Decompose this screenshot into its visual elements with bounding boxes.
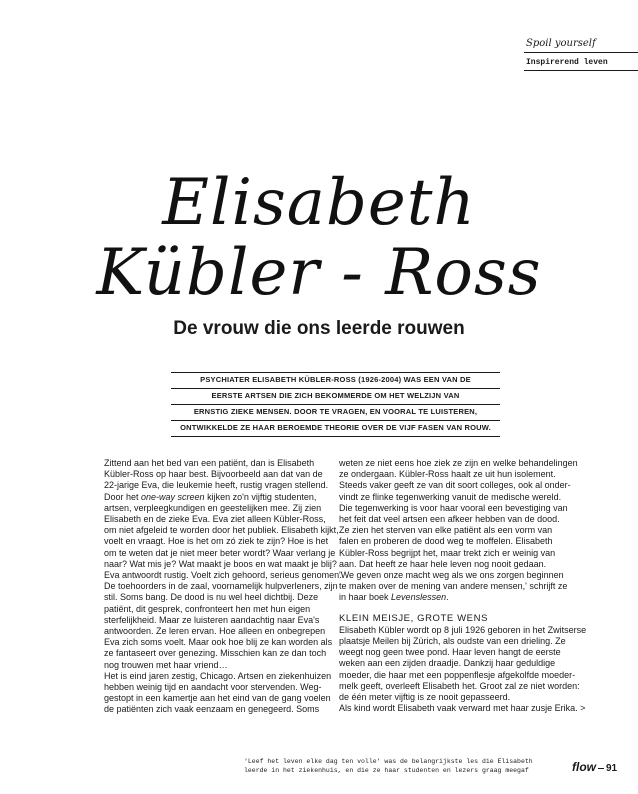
body-line: Het is eind jaren zestig, Chicago. Artsen en ziekenhuizen — [104, 670, 332, 681]
intro-line: ONTWIKKELDE ZE HAAR BEROEMDE THEORIE OVER DE VIJF FASEN VAN ROUW. — [171, 421, 500, 437]
body-line: Eva antwoordt rustig. Voelt zich gehoord, serieus genomen. — [104, 570, 342, 581]
body-line: aan. Dat heeft ze haar hele leven nog nooit gedaan. — [339, 558, 547, 569]
body-line: melk geeft, overleeft Elisabeth het. Groot zal ze niet worden: — [339, 680, 580, 691]
body-line: te maken over de mening van andere mensen,' schrijft ze — [339, 581, 568, 592]
body-line: weegt nog geen twee pond. Haar leven hangt de eerste — [339, 647, 561, 658]
body-line: Kübler-Ross op haar best. Bijvoorbeeld aan dat van de — [104, 469, 323, 480]
body-line: De toehoorders in de zaal, voornamelijk hulpverleners, zijn — [104, 581, 338, 592]
body-line: gestopt in een kamertje aan het eind van de gang voelen — [104, 693, 331, 704]
folio-divider — [598, 768, 604, 769]
pull-quote-caption — [244, 757, 564, 775]
intro-line: ERNSTIG ZIEKE MENSEN. DOOR TE VRAGEN, EN VOORAL TE LUISTEREN, — [171, 405, 500, 421]
body-line: Kübler-Ross begrijpt het, maar trekt zich er weinig van — [339, 547, 556, 558]
page-number: 91 — [606, 763, 618, 774]
body-line: voelt en vraagt. Hoe is het om zó ziek te zijn? Hoe is het — [104, 536, 329, 547]
section-heading: KLEIN MEISJE, GROTE WENS — [339, 612, 489, 624]
body-line: ze fantaseert over genezing. Misschien kan ze dan toch — [104, 648, 327, 659]
body-line: vindt ze flinke tegenwerking vanuit de medische wereld. — [339, 491, 562, 502]
body-line: weken aan een zijden draadje. Dankzij haar geduldige — [339, 658, 556, 669]
caption-line: 'Leef het leven elke dag ten volle' was de belangrijkste les die Elisabeth — [244, 758, 533, 765]
body-text: kijken zo'n vijftig studenten, — [204, 491, 317, 502]
body-line — [104, 492, 332, 503]
body-text: Door het — [104, 491, 142, 502]
body-line: het feit dat veel artsen een afkeer hebben van de dood. — [339, 514, 560, 525]
caption-line: leerde in het ziekenhuis, en die ze haar studenten en lezers graag meegaf — [244, 767, 529, 774]
body-line: Ze zien het sterven van elke patiënt als een vorm van — [339, 525, 553, 536]
intro-line: PSYCHIATER ELISABETH KÜBLER-ROSS (1926-2004) WAS EEN VAN DE — [171, 372, 500, 389]
body-line: om niet afgeleid te worden door het publiek. Elisabeth kijkt, — [104, 525, 339, 536]
body-line: de één meter vijftig is ze nooit gepasseerd. — [339, 692, 511, 703]
body-line: Als kind wordt Elisabeth vaak verward met haar zusje Erika. > — [339, 703, 586, 714]
italic-text: Levenslessen — [391, 592, 447, 603]
body-line: de patiënten zich vaak eenzaam en genegeerd. Soms — [104, 704, 320, 715]
body-line: stil. Soms bang. De dood is nu wel heel dichtbij. Deze — [104, 592, 319, 603]
body-line: weten ze niet eens hoe ziek ze zijn en welke behandelingen — [339, 458, 578, 468]
page-folio — [572, 760, 617, 774]
intro-line: EERSTE ARTSEN DIE ZICH BEKOMMERDE OM HET WELZIJN VAN — [171, 389, 500, 405]
italic-text: one-way screen — [141, 491, 205, 502]
body-line: Steeds vaker geeft ze van dit soort colleges, ook al onder- — [339, 480, 571, 491]
body-line: 'We geven onze macht weg als we ons zorgen beginnen — [339, 570, 564, 581]
body-column-1 — [104, 458, 342, 716]
title-line-2: Kübler - Ross — [96, 236, 542, 310]
body-text: in haar boek — [339, 592, 392, 603]
body-line: antwoorden. Ze leren ervan. Hoe alleen en onbegrepen — [104, 626, 326, 637]
body-line — [339, 592, 567, 603]
body-column-2 — [339, 458, 587, 714]
body-line: om te weten dat je niet meer beter wordt? Waar verlang je — [104, 547, 336, 558]
body-line: artsen, verpleegkundigen en geestelijken mee. Zij zien — [104, 502, 322, 513]
body-line: Zittend aan het bed van een patiënt, dan is Elisabeth — [104, 458, 315, 468]
body-line: Elisabeth Kübler wordt op 8 juli 1926 geboren in het Zwitserse — [339, 624, 587, 635]
body-line: ze ondergaan. Kübler-Ross haalt ze uit hun isolement. — [339, 469, 556, 480]
body-line: naar? Wat mis je? Wat maakt je boos en wat maakt je blij? — [104, 558, 337, 569]
body-line: hebben weinig tijd en aandacht voor stervenden. Weg- — [104, 682, 322, 693]
body-line: moeder, die haar met een poppenflesje afgekolfde moeder- — [339, 669, 576, 680]
article-subtitle: De vrouw die ons leerde rouwen — [173, 318, 465, 339]
section-label-block — [524, 38, 638, 71]
section-label: Spoil yourself — [524, 38, 638, 53]
subsection-label: Inspirerend leven — [524, 53, 638, 71]
body-line: sterfelijkheid. Maar ze luisteren aandachtig naar Eva's — [104, 614, 320, 625]
body-line: falen en proberen de dood weg te moffelen. Elisabeth — [339, 536, 553, 547]
title-line-1: Elisabeth — [162, 166, 476, 240]
body-line: plaatsje Meilen bij Zürich, als oudste van een drieling. Ze — [339, 636, 566, 647]
body-line: nog trouwen met haar vriend… — [104, 659, 228, 670]
body-line: Elisabeth en de zieke Eva. Eva ziet alleen Kübler-Ross, — [104, 514, 326, 525]
body-text: . — [446, 592, 449, 603]
body-line: 22-jarige Eva, die leukemie heeft, rustig vragen stellend. — [104, 480, 329, 491]
flow-logo: flow — [572, 760, 596, 774]
intro-block — [171, 372, 500, 437]
body-line: patiënt, dit gesprek, confronteert hen met hun eigen — [104, 603, 311, 614]
body-line: Eva zich soms voelt. Maar ook hoe blij ze kan worden als — [104, 637, 333, 648]
body-line: Die tegenwerking is voor haar vooral een bevestiging van — [339, 502, 568, 513]
